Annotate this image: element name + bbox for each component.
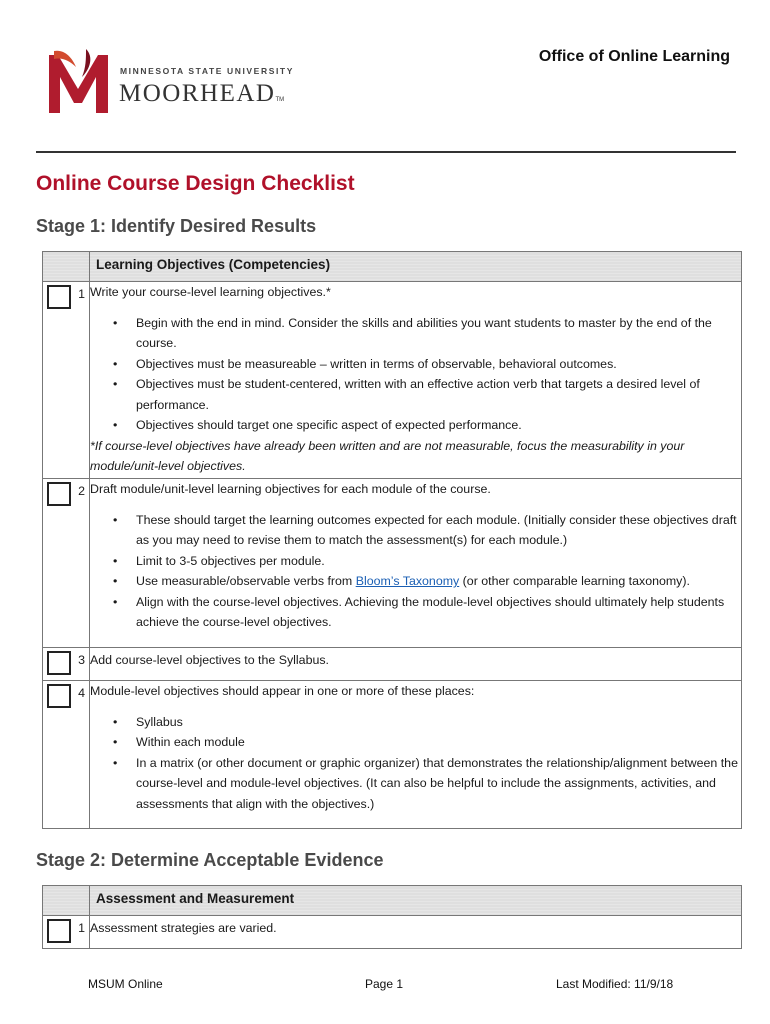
checkbox[interactable]	[47, 651, 71, 675]
document-title: Online Course Design Checklist	[36, 172, 355, 195]
stage1-table-header: Learning Objectives (Competencies)	[96, 257, 331, 272]
stage2-table-header: Assessment and Measurement	[96, 891, 295, 906]
item-text: Add course-level objectives to the Syllabus.	[90, 653, 329, 667]
list-item: • Within each module	[136, 732, 741, 753]
stage2-heading: Stage 2: Determine Acceptable Evidence	[36, 850, 384, 870]
item-number: 1	[78, 921, 85, 935]
checkbox[interactable]	[47, 482, 71, 506]
footer-left: MSUM Online	[88, 977, 163, 991]
bullet-list	[90, 510, 741, 633]
logo-trademark: TM	[275, 97, 285, 103]
list-item: • Syllabus	[136, 712, 741, 733]
bullet-list	[90, 712, 741, 815]
list-item: • Limit to 3-5 objectives per module.	[136, 551, 741, 572]
checklist-row	[43, 681, 742, 829]
item-number: 1	[78, 287, 85, 301]
list-item: • Objectives should target one specific aspect of expected performance.	[136, 415, 741, 436]
checkbox[interactable]	[47, 919, 71, 943]
list-item: • These should target the learning outcomes expected for each module. (Initially consider these objectives draft as you may need to revise them to match the assessment(s) for each module.)	[136, 510, 741, 551]
blooms-taxonomy-link[interactable]: Bloom’s Taxonomy	[355, 574, 460, 588]
footer-last-modified: Last Modified: 11/9/18	[556, 977, 674, 991]
stage1-heading: Stage 1: Identify Desired Results	[36, 216, 317, 236]
msum-m-mark-icon	[49, 55, 108, 113]
item-number: 2	[78, 484, 85, 498]
item-text: Assessment strategies are varied.	[90, 921, 277, 935]
list-item: • Align with the course-level objectives. Achieving the module-level objectives should ultimately help students achieve the course-level objectives.	[136, 592, 741, 633]
footer-page-number: Page 1	[365, 977, 404, 991]
footnote: *If course-level objectives have already been written and are not measurable, focus the measurability in your module/unit-level objectives.	[90, 438, 685, 473]
list-item: • Use measurable/observable verbs from Bloom’s Taxonomy (or other comparable learning taxonomy).	[136, 571, 741, 592]
list-item: • Begin with the end in mind. Consider the skills and abilities you want students to master by the end of the course.	[136, 313, 741, 354]
item-text: Module-level objectives should appear in one or more of these places:	[90, 684, 475, 698]
checklist-row	[43, 648, 742, 681]
list-item: • Objectives must be student-centered, written with an effective action verb that targets a desired level of performance.	[136, 374, 741, 415]
logo-university-text: MINNESOTA STATE UNIVERSITY	[120, 66, 294, 76]
list-item: • Objectives must be measureable – written in terms of observable, behavioral outcomes.	[136, 354, 741, 375]
list-item: • In a matrix (or other document or graphic organizer) that demonstrates the relationship/alignment between the course-level and module-level objectives. (It can also be helpful to include the assignments, activities, and assessments that align with the objectives.)	[136, 753, 741, 815]
item-number: 3	[78, 653, 85, 667]
checkbox[interactable]	[47, 684, 71, 708]
stage2-checklist-table	[42, 885, 742, 949]
stage1-checklist-table	[42, 251, 742, 829]
checkbox[interactable]	[47, 285, 71, 309]
checklist-row	[43, 282, 742, 479]
header-divider	[36, 151, 736, 153]
item-text: Write your course-level learning objectives.*	[90, 285, 331, 299]
checklist-row	[43, 916, 742, 949]
logo-campus-text: MOORHEADTM	[119, 80, 285, 107]
office-label: Office of Online Learning	[538, 48, 730, 65]
bullet-list	[90, 313, 741, 436]
item-number: 4	[78, 686, 85, 700]
item-text: Draft module/unit-level learning objectives for each module of the course.	[90, 482, 491, 496]
checklist-row	[43, 479, 742, 648]
